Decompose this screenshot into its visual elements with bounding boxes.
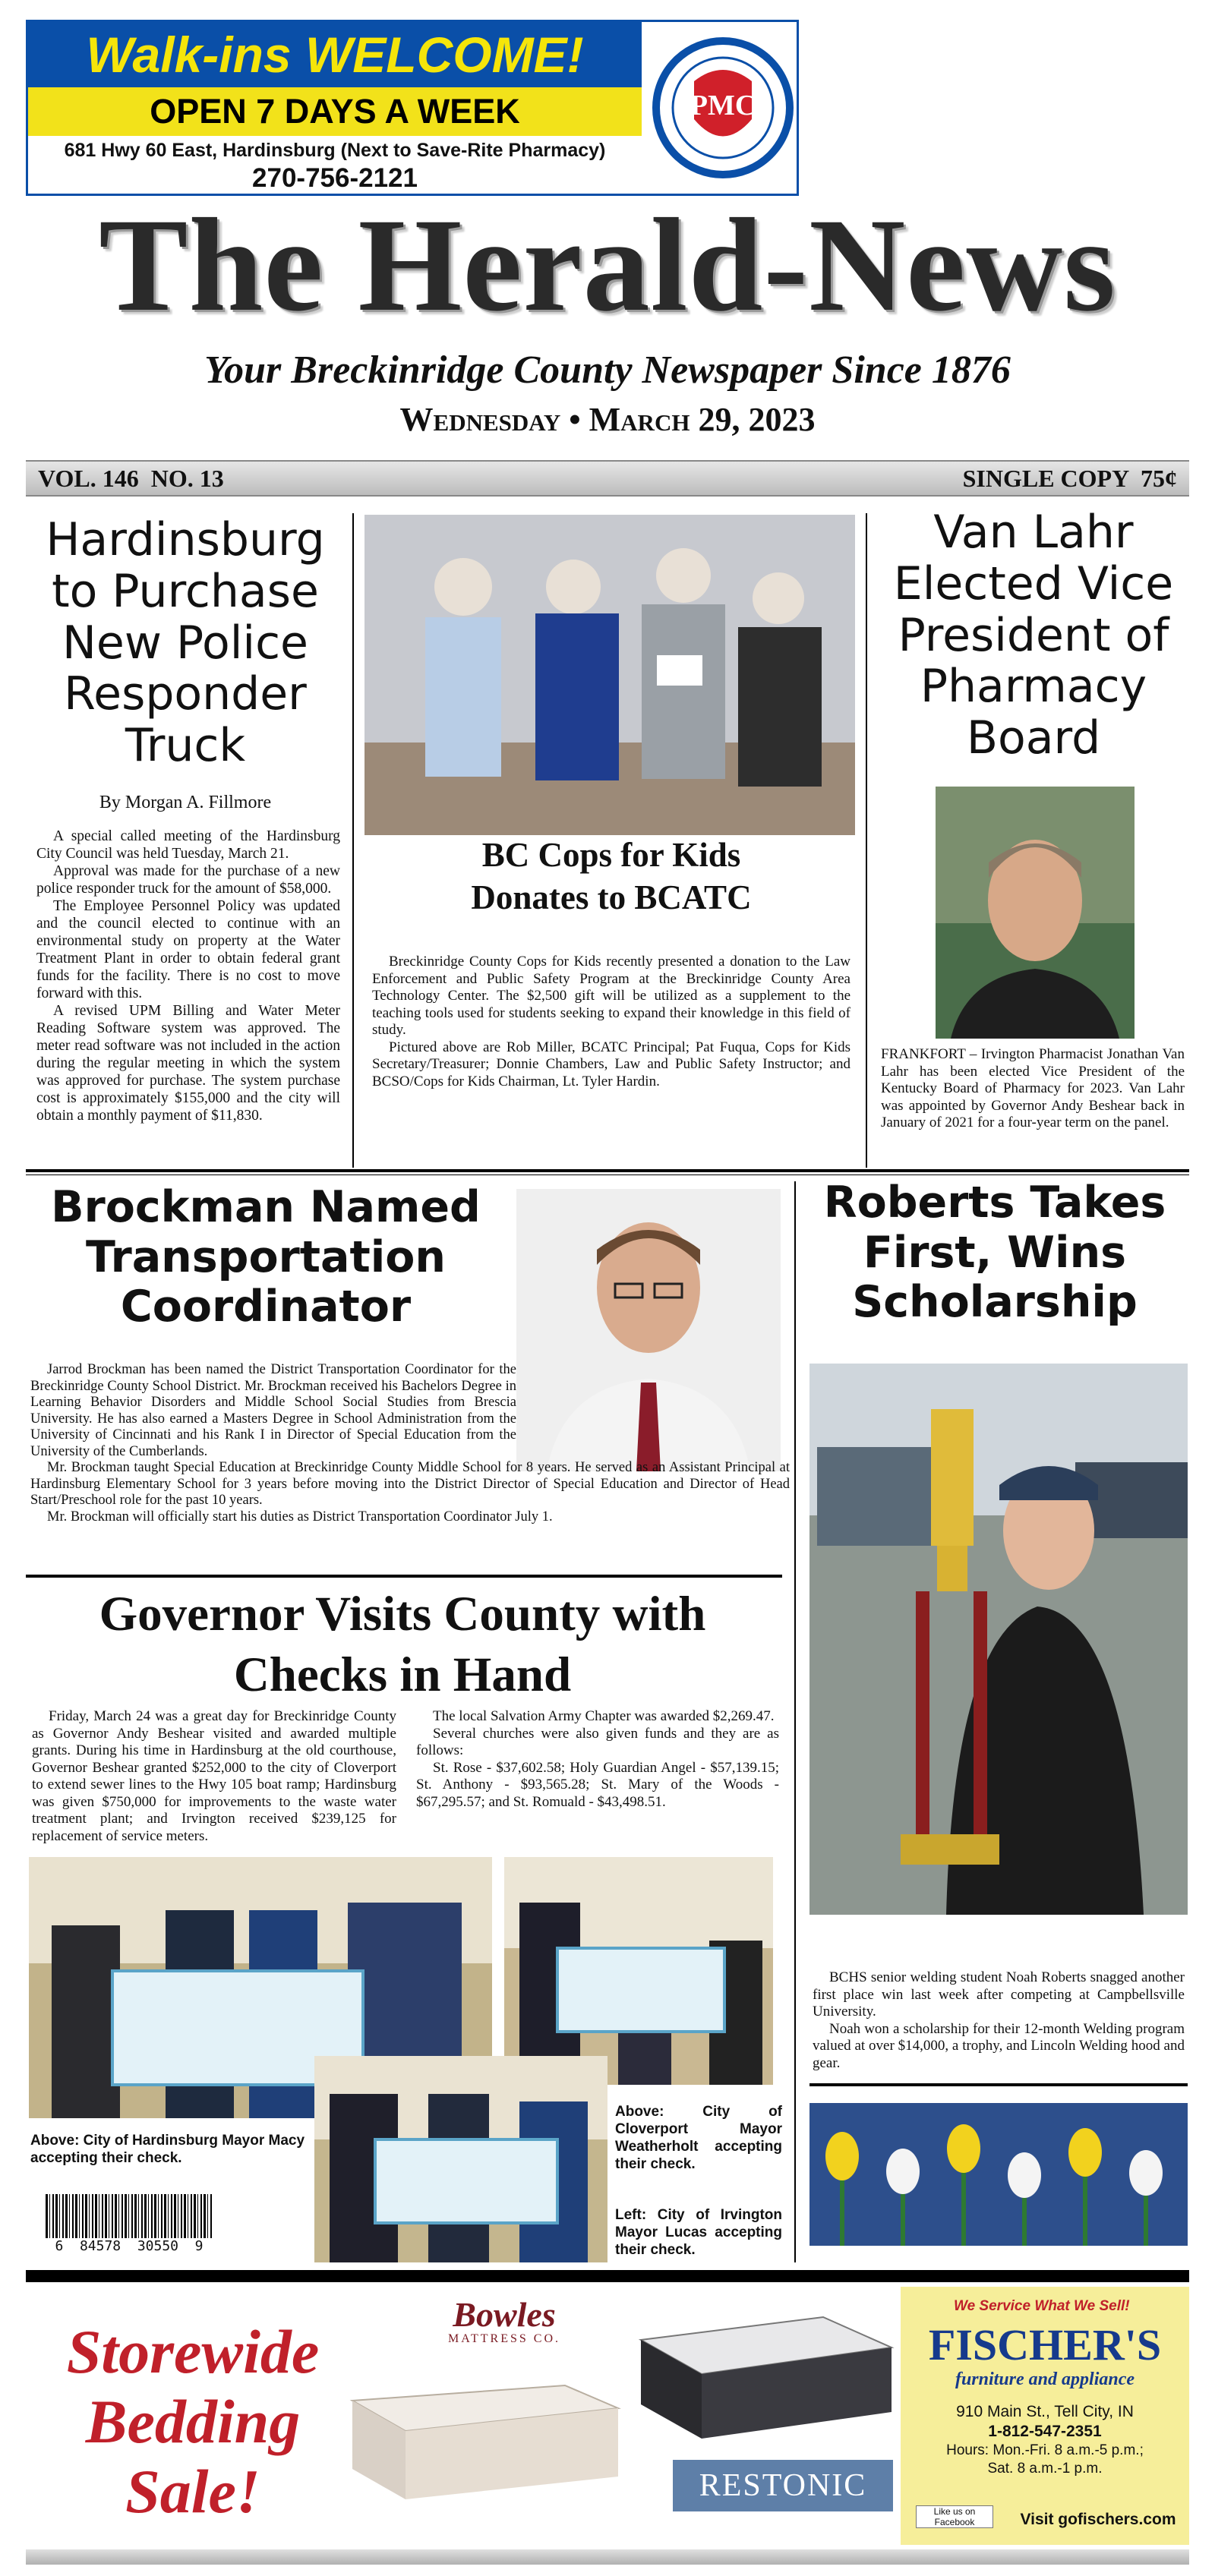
- mattress-dark-image: [626, 2302, 899, 2454]
- section-divider: [26, 1575, 782, 1578]
- fischers-address: 910 Main St., Tell City, IN: [956, 2403, 1134, 2420]
- fischers-panel[interactable]: [901, 2287, 1189, 2545]
- fischers-sub: furniture and appliance: [955, 2369, 1135, 2389]
- column-divider: [866, 513, 867, 1168]
- pmc-seal-logo-text: PMC: [690, 90, 756, 121]
- section-divider: [26, 1169, 1189, 1172]
- top-ad-subhead: OPEN 7 DAYS A WEEK: [28, 87, 642, 136]
- single-copy-price: SINGLE COPY 75¢: [962, 465, 1177, 492]
- bedding-sale-text: Storewide Bedding Sale!: [66, 2317, 320, 2526]
- governor-paragraph: Several churches were also given funds and they are as follows:: [416, 1725, 779, 1758]
- roberts-headline[interactable]: Roberts Takes First, Wins Scholarship: [823, 1178, 1166, 1328]
- fischers-phone[interactable]: 1-812-547-2351: [988, 2423, 1102, 2440]
- barcode-bars: [46, 2194, 213, 2238]
- police-truck-body: [36, 828, 340, 1124]
- brockman-paragraph: Mr. Brockman will officially start his duties as District Transportation Coordinator July 1.: [47, 1509, 553, 1524]
- restonic-logo: RESTONIC: [673, 2460, 893, 2511]
- section-divider: [26, 1174, 1189, 1175]
- column-divider: [794, 1181, 796, 2262]
- facebook-badge[interactable]: Like us on Facebook: [916, 2505, 993, 2528]
- fischers-slogan: We Service What We Sell!: [954, 2298, 1130, 2314]
- governor-paragraph: The local Salvation Army Chapter was awarded $2,269.47.: [433, 1708, 775, 1724]
- cloverport-caption: Above: City of Cloverport Mayor Weatherholt accepting their check.: [615, 2104, 782, 2172]
- hardinsburg-caption: Above: City of Hardinsburg Mayor Macy accepting their check.: [30, 2133, 305, 2166]
- tulips-photo: [809, 2103, 1188, 2246]
- roberts-paragraph: BCHS senior welding student Noah Roberts snagged another first place win last week after competing at Campbellsville University.: [813, 1969, 1185, 2019]
- irvington-check-photo: [314, 2056, 608, 2262]
- fischers-name: FISCHER'S: [928, 2320, 1162, 2369]
- police-truck-byline: By Morgan A. Fillmore: [99, 793, 272, 812]
- top-ad-phone[interactable]: 270-756-2121: [252, 163, 418, 193]
- bowles-logo-sub: MATTRESS CO.: [447, 2332, 561, 2345]
- brockman-paragraph: Jarrod Brockman has been named the District Transportation Coordinator for the Breckinridge County School District. Mr. Brockman received his Bachelors Degree in Learning Behavior Disorders and Middle School Social Studies from Brescia University. He has also earned a Masters Degree in School Administration from the University of Cincinnati and his Rank I in Director of Special Education from the University of the Cumberlands.: [30, 1362, 516, 1459]
- fischers-hours: Sat. 8 a.m.-1 p.m.: [987, 2461, 1103, 2477]
- fischers-hours: Hours: Mon.-Fri. 8 a.m.-5 p.m.;: [946, 2442, 1144, 2458]
- brockman-paragraph: Mr. Brockman taught Special Education at Breckinridge County Middle School for 8 years. He served as an Assistant Principal at Hardinsburg Elementary School for 3 years before moving into the District Director of Special Education and Director of Head Start/Preschool role for the past 10 years.: [30, 1460, 790, 1508]
- top-ad-headline: Walk-ins WELCOME!: [28, 22, 642, 87]
- irvington-caption: Left: City of Irvington Mayor Lucas accepting their check.: [615, 2207, 782, 2258]
- police-truck-paragraph: Approval was made for the purchase of a new police responder truck for the amount of $58,000.: [36, 863, 340, 897]
- volume-bar: [26, 460, 1189, 497]
- column-divider: [352, 513, 354, 1168]
- cops-for-kids-paragraph: Breckinridge County Cops for Kids recently presented a donation to the Law Enforcement and Public Safety Program at the Breckinridge County Area Technology Center. The $2,500 gift will be utilized as a supplement to the teaching tools used for students seeking to expand their knowledge in this field of study.: [372, 954, 850, 1038]
- van-lahr-photo: [936, 787, 1135, 1039]
- cloverport-check-photo: [504, 1857, 773, 2085]
- roberts-body: [813, 1969, 1185, 2072]
- brockman-headline[interactable]: Brockman Named Transportation Coordinator: [51, 1182, 481, 1332]
- bottom-ad[interactable]: [26, 2287, 1189, 2545]
- cops-for-kids-paragraph: Pictured above are Rob Miller, BCATC Principal; Pat Fuqua, Cops for Kids Secretary/Treasurer; Donnie Chambers, Law and Public Safety Instructor; and BCSO/Cops for Kids Chairman, Lt. Tyler Hardin.: [372, 1039, 850, 1089]
- cops-for-kids-photo: [364, 515, 855, 835]
- volume-number: VOL. 146 NO. 13: [38, 465, 224, 492]
- cops-for-kids-headline[interactable]: BC Cops for Kids Donates to BCATC: [471, 836, 752, 916]
- van-lahr-headline[interactable]: Van Lahr Elected Vice President of Pharmacy Board: [893, 506, 1174, 765]
- police-truck-paragraph: A revised UPM Billing and Water Meter Reading Software system was approved. The meter read software was not included in the action during the regular meeting in which the system was approved for purchase. The system purchase cost is approximately $155,000 and the city will obtain a monthly payment of $11,830.: [36, 1003, 340, 1124]
- cops-for-kids-body: [372, 954, 850, 1090]
- top-ad[interactable]: [26, 20, 799, 196]
- mattress-white-image: [337, 2355, 626, 2515]
- governor-body-col1: Friday, March 24 was a great day for Breckinridge County as Governor Andy Beshear visited and awarded multiple grants. During his time in Hardinsburg at the old courthouse, Governor Beshear granted $252,000 to the city of Cloverport to extend sewer lines to the Hwy 105 boat ramp; Hardinsburg was given $750,000 for improvements to the waste water treatment plant; and Irvington received $239,125 for replacement of service meters.: [32, 1708, 396, 1844]
- pmc-seal-logo: [652, 28, 794, 188]
- bottom-bar: [26, 2549, 1189, 2565]
- masthead-date: Wednesday • March 29, 2023: [399, 401, 816, 438]
- van-lahr-body: FRANKFORT – Irvington Pharmacist Jonathan Van Lahr has been elected Vice President of the Kentucky Board of Pharmacy for 2023. Van Lahr was appointed by Governor Andy Beshear back in January of 2021 for a four-year term on the panel.: [881, 1046, 1185, 1130]
- barcode-number: 6 84578 30550 9: [55, 2238, 204, 2254]
- governor-body-col2: [416, 1708, 779, 1811]
- governor-paragraph: St. Rose - $37,602.58; Holy Guardian Angel - $57,139.15; St. Anthony - $93,565.28; St. Mary of the Woods - $67,295.57; and St. Romuald - $43,498.51.: [416, 1759, 779, 1810]
- fischers-website-link[interactable]: Visit gofischers.com: [1020, 2511, 1176, 2528]
- brockman-body: [30, 1362, 790, 1525]
- police-truck-headline[interactable]: Hardinsburg to Purchase New Police Responder Truck: [46, 513, 325, 773]
- section-divider: [809, 2083, 1188, 2086]
- masthead-tagline: Your Breckinridge County Newspaper Since 1876: [204, 348, 1011, 392]
- barcode: [30, 2194, 228, 2255]
- roberts-trophy-photo: [809, 1364, 1188, 1915]
- masthead-title: The Herald-News: [99, 191, 1116, 339]
- roberts-paragraph: Noah won a scholarship for their 12-month Welding program valued at over $14,000, a trophy, and Lincoln Welding hood and gear.: [813, 2020, 1185, 2071]
- bowles-logo: Bowles: [453, 2295, 556, 2334]
- governor-headline[interactable]: Governor Visits County with Checks in Hand: [99, 1587, 706, 1702]
- police-truck-paragraph: The Employee Personnel Policy was updated and the council elected to continue with an environmental study on property at the Water Treatment Plant in order to obtain federal grant funds for the facility. There is no cost to move forward with this.: [36, 898, 340, 1001]
- top-ad-address: 681 Hwy 60 East, Hardinsburg (Next to Save-Rite Pharmacy): [64, 140, 606, 161]
- police-truck-paragraph: A special called meeting of the Hardinsburg City Council was held Tuesday, March 21.: [36, 828, 340, 862]
- section-divider: [26, 2270, 1189, 2282]
